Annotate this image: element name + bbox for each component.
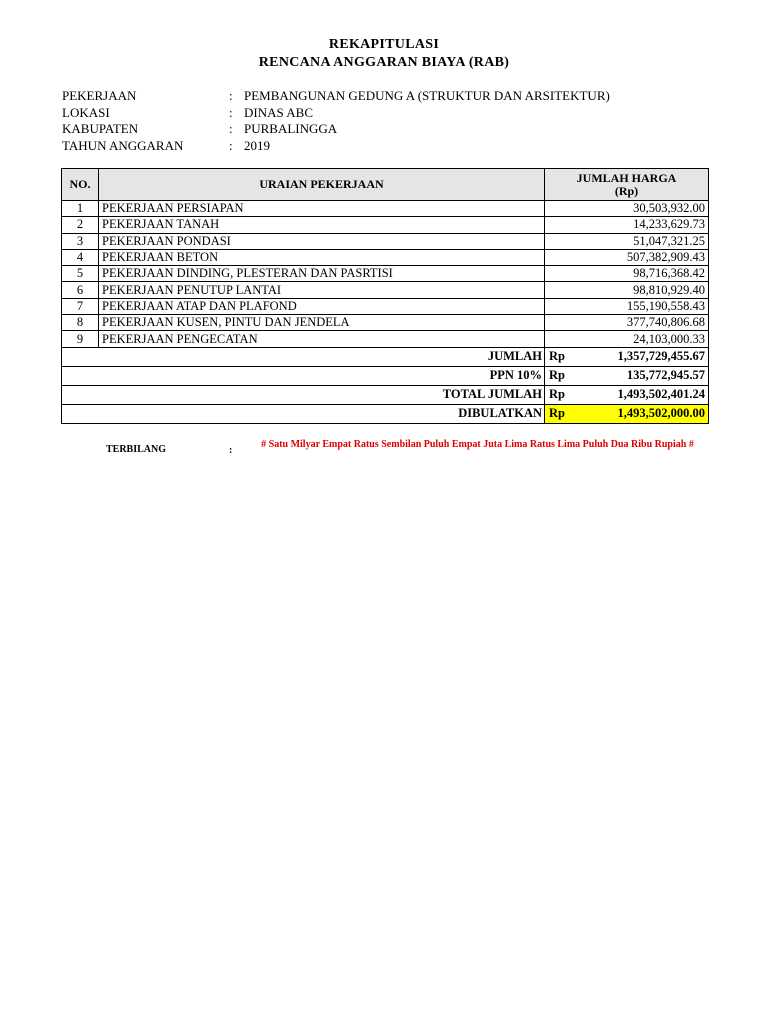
row-no: 2: [62, 217, 99, 233]
summary-currency: Rp: [545, 347, 567, 366]
info-label: LOKASI: [62, 104, 110, 120]
table-row: [62, 266, 709, 282]
row-no: 6: [62, 282, 99, 298]
summary-value: 1,357,729,455.67: [567, 347, 709, 366]
info-colon: :: [229, 104, 233, 120]
info-value: PEMBANGUNAN GEDUNG A (STRUKTUR DAN ARSITEKTUR): [244, 88, 610, 103]
summary-label: TOTAL JUMLAH: [62, 385, 545, 404]
info-label: KABUPATEN: [62, 121, 139, 136]
info-label: PEKERJAAN: [62, 88, 137, 103]
table-row: [62, 201, 709, 217]
info-label: TAHUN ANGGARAN: [62, 137, 184, 153]
header-jumlah-harga: [545, 169, 709, 201]
row-no: 7: [62, 298, 99, 314]
header-jumlah-line2: (Rp): [614, 184, 639, 198]
row-uraian: PEKERJAAN TANAH: [99, 217, 545, 233]
row-amount: 30,503,932.00: [545, 201, 709, 217]
row-amount: 14,233,629.73: [545, 217, 709, 233]
header-uraian: URAIAN PEKERJAAN: [99, 169, 545, 201]
row-uraian: PEKERJAAN PONDASI: [99, 233, 545, 249]
info-value: 2019: [244, 137, 270, 153]
summary-row-ppn: [62, 366, 709, 385]
summary-currency: Rp: [545, 366, 567, 385]
document-subtitle: RENCANA ANGGARAN BIAYA (RAB): [258, 55, 510, 70]
row-uraian: PEKERJAAN KUSEN, PINTU DAN JENDELA: [99, 315, 545, 331]
info-colon: :: [229, 88, 233, 103]
summary-label: JUMLAH: [62, 347, 545, 366]
row-uraian: PEKERJAAN PENGECATAN: [99, 331, 545, 347]
row-no: 4: [62, 249, 99, 265]
header-no: NO.: [62, 169, 99, 201]
table-row: [62, 233, 709, 249]
table-row: [62, 331, 709, 347]
table-header-row: [62, 169, 709, 201]
row-amount: 507,382,909.43: [545, 249, 709, 265]
row-amount: 24,103,000.33: [545, 331, 709, 347]
info-colon: :: [229, 121, 233, 136]
row-no: 1: [62, 201, 99, 217]
row-no: 5: [62, 266, 99, 282]
summary-currency: Rp: [545, 404, 567, 423]
row-amount: 377,740,806.68: [545, 315, 709, 331]
row-uraian: PEKERJAAN ATAP DAN PLAFOND: [99, 298, 545, 314]
row-no: 9: [62, 331, 99, 347]
terbilang-text: # Satu Milyar Empat Ratus Sembilan Puluh Empat Juta Lima Ratus Lima Puluh Dua Ribu Rupiah #: [261, 439, 694, 450]
summary-currency: Rp: [545, 385, 567, 404]
row-uraian: PEKERJAAN BETON: [99, 249, 545, 265]
info-value: DINAS ABC: [244, 104, 313, 120]
terbilang-colon: :: [229, 445, 233, 456]
summary-row-total: [62, 385, 709, 404]
summary-label: DIBULATKAN: [62, 404, 545, 423]
row-amount: 98,810,929.40: [545, 282, 709, 298]
row-amount: 51,047,321.25: [545, 233, 709, 249]
row-amount: 98,716,368.42: [545, 266, 709, 282]
row-uraian: PEKERJAAN PERSIAPAN: [99, 201, 545, 217]
row-no: 8: [62, 315, 99, 331]
info-colon: :: [229, 137, 233, 153]
document-title: REKAPITULASI: [328, 37, 440, 52]
summary-row-jumlah: [62, 347, 709, 366]
table-row: [62, 249, 709, 265]
terbilang-label: TERBILANG: [106, 444, 167, 455]
table-row: [62, 315, 709, 331]
summary-row-dibulatkan: [62, 404, 709, 423]
row-amount: 155,190,558.43: [545, 298, 709, 314]
row-uraian: PEKERJAAN DINDING, PLESTERAN DAN PASRTISI: [99, 266, 545, 282]
rab-table: [61, 168, 709, 424]
row-uraian: PEKERJAAN PENUTUP LANTAI: [99, 282, 545, 298]
info-value: PURBALINGGA: [244, 121, 338, 136]
table-row: [62, 282, 709, 298]
table-row: [62, 217, 709, 233]
summary-value: 1,493,502,401.24: [567, 385, 709, 404]
table-row: [62, 298, 709, 314]
row-no: 3: [62, 233, 99, 249]
summary-label: PPN 10%: [62, 366, 545, 385]
header-jumlah-line1: JUMLAH HARGA: [576, 171, 677, 185]
summary-value: 1,493,502,000.00: [567, 404, 709, 423]
summary-value: 135,772,945.57: [567, 366, 709, 385]
